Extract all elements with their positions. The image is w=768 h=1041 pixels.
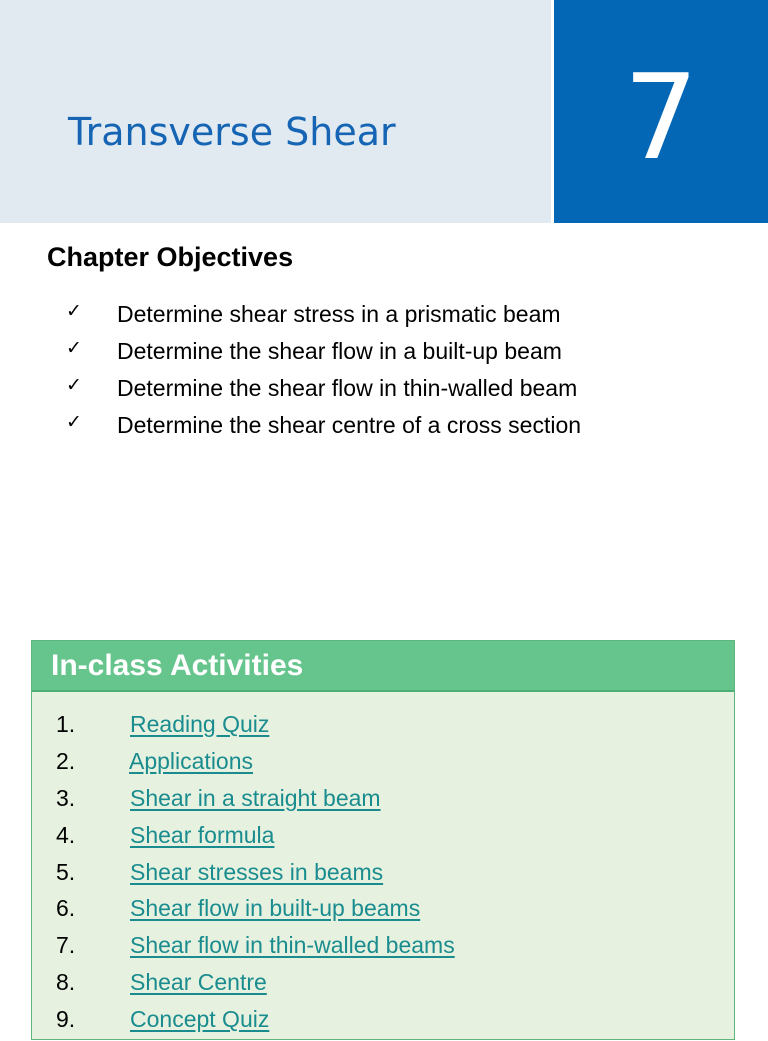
objectives-heading: Chapter Objectives (47, 242, 294, 272)
title-band (0, 0, 551, 223)
activity-link-applications[interactable]: Applications (129, 747, 254, 774)
activity-link-shear-flow-thin-walled[interactable]: Shear flow in thin-walled beams (130, 932, 455, 959)
activity-number: 6. (56, 895, 76, 922)
objective-text: Determine shear stress in a prismatic beam (117, 301, 561, 327)
activity-link-shear-straight-beam[interactable]: Shear in a straight beam (130, 784, 381, 811)
activity-number: 5. (56, 858, 76, 885)
activity-number: 1. (56, 711, 76, 737)
activity-link-shear-stresses[interactable]: Shear stresses in beams (130, 858, 384, 885)
checkmark-icon: ✓ (66, 411, 82, 433)
activity-number: 2. (56, 747, 76, 774)
activity-number: 9. (56, 1006, 76, 1033)
activity-link-shear-centre[interactable]: Shear Centre (130, 969, 267, 996)
activities-header (32, 641, 734, 692)
activity-link-shear-flow-built-up[interactable]: Shear flow in built-up beams (130, 895, 421, 922)
chapter-number: 7 (623, 48, 699, 186)
objective-text: Determine the shear flow in thin-walled beam (117, 375, 578, 401)
checkmark-icon: ✓ (66, 337, 82, 359)
activity-number: 4. (56, 821, 76, 848)
activities-title: In-class Activities (51, 649, 304, 682)
checkmark-icon: ✓ (66, 374, 82, 396)
chapter-title: Transverse Shear (68, 110, 396, 154)
activity-number: 3. (56, 784, 76, 811)
activity-number: 8. (56, 969, 76, 996)
activity-link-reading-quiz[interactable]: Reading Quiz (130, 711, 270, 737)
objective-text: Determine the shear flow in a built-up beam (117, 338, 562, 364)
activities-panel (31, 640, 735, 1040)
chapter-number-box (554, 0, 768, 223)
activity-link-shear-formula[interactable]: Shear formula (130, 821, 275, 848)
activity-number: 7. (56, 932, 76, 959)
activity-link-concept-quiz[interactable]: Concept Quiz (130, 1006, 270, 1033)
checkmark-icon: ✓ (66, 300, 82, 322)
objective-text: Determine the shear centre of a cross section (117, 412, 582, 438)
